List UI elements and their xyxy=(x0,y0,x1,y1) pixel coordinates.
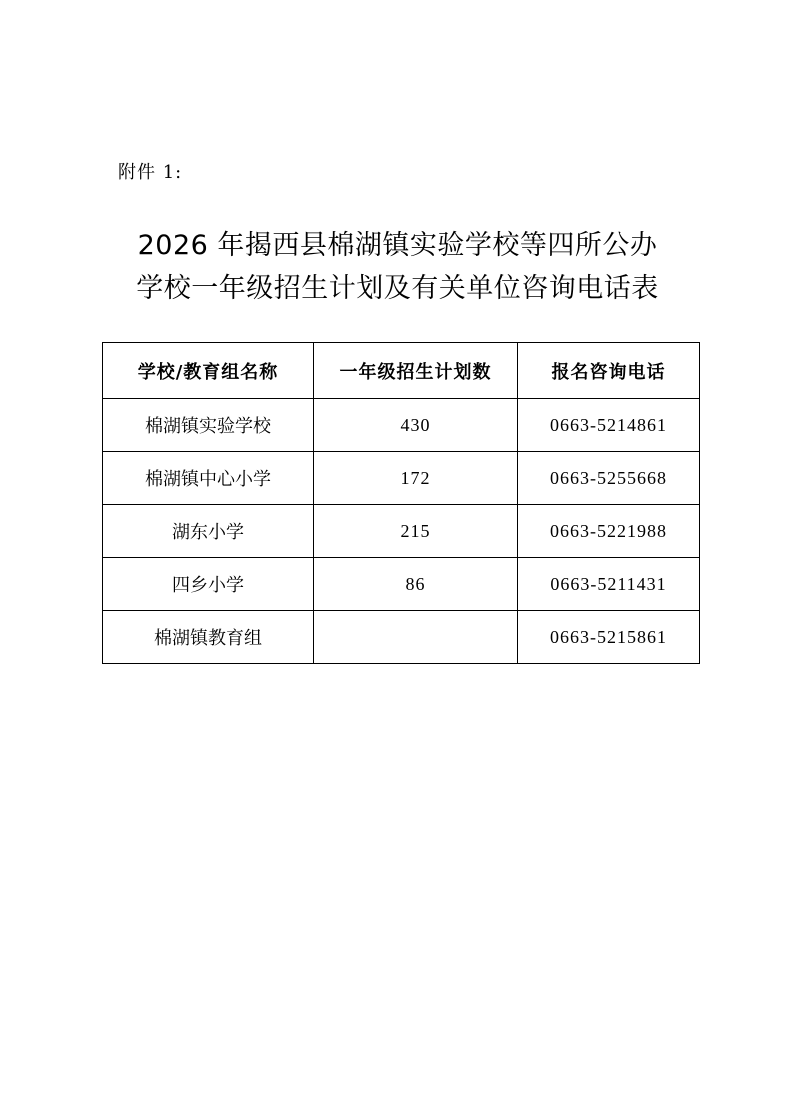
phone-cell: 0663-5221988 xyxy=(518,505,700,558)
school-name-cell: 棉湖镇教育组 xyxy=(103,611,314,664)
school-name-cell: 湖东小学 xyxy=(103,505,314,558)
header-plan-count: 一年级招生计划数 xyxy=(314,343,518,399)
table-row xyxy=(103,558,700,611)
table-row xyxy=(103,611,700,664)
plan-count-cell: 430 xyxy=(314,399,518,452)
header-phone: 报名咨询电话 xyxy=(518,343,700,399)
school-name-cell: 棉湖镇实验学校 xyxy=(103,399,314,452)
school-name-cell: 棉湖镇中心小学 xyxy=(103,452,314,505)
title-line-1: 2026 年揭西县棉湖镇实验学校等四所公办 xyxy=(137,230,658,261)
table-row xyxy=(103,452,700,505)
phone-cell: 0663-5215861 xyxy=(518,611,700,664)
plan-count-cell: 172 xyxy=(314,452,518,505)
enrollment-plan-table xyxy=(102,342,700,664)
plan-count-cell xyxy=(314,611,518,664)
header-school-name: 学校/教育组名称 xyxy=(103,343,314,399)
table-row xyxy=(103,399,700,452)
phone-cell: 0663-5214861 xyxy=(518,399,700,452)
school-name-cell: 四乡小学 xyxy=(103,558,314,611)
title-line-2: 学校一年级招生计划及有关单位咨询电话表 xyxy=(136,273,659,304)
plan-count-cell: 215 xyxy=(314,505,518,558)
table-row xyxy=(103,505,700,558)
document-title xyxy=(0,224,795,310)
table-header-row xyxy=(103,343,700,399)
phone-cell: 0663-5255668 xyxy=(518,452,700,505)
attachment-label: 附件 1: xyxy=(118,162,183,183)
plan-count-cell: 86 xyxy=(314,558,518,611)
phone-cell: 0663-5211431 xyxy=(518,558,700,611)
